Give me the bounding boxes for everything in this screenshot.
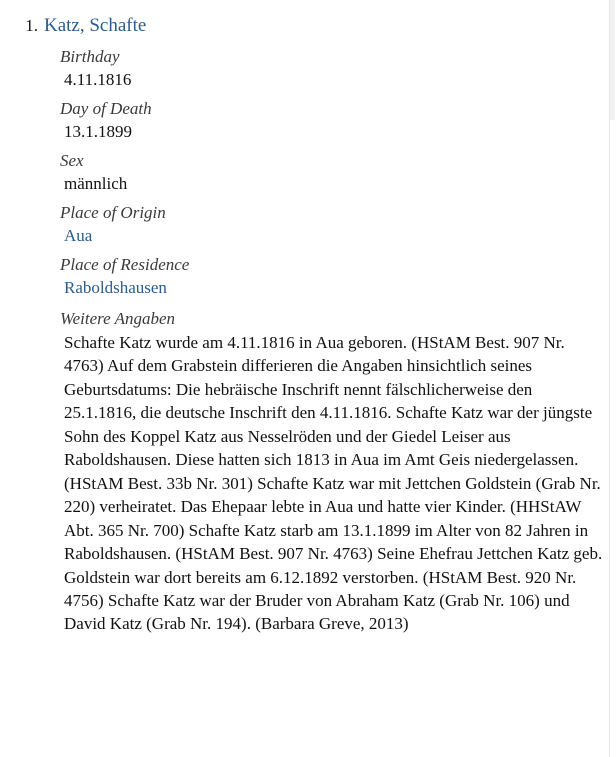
list-item-number: 1. <box>25 16 38 35</box>
field-value: 13.1.1899 <box>64 121 132 141</box>
field-value: männlich <box>64 173 128 193</box>
field-label: Birthday <box>60 46 120 66</box>
field-birthday <box>44 46 608 92</box>
record-body <box>44 14 608 636</box>
field-weitere-angaben <box>44 308 608 636</box>
person-record <box>8 14 608 636</box>
field-place-of-origin <box>44 202 608 248</box>
field-label: Sex <box>60 150 84 170</box>
place-of-origin-link[interactable]: Aua <box>64 225 93 245</box>
field-label: Place of Origin <box>60 202 166 222</box>
field-label: Day of Death <box>60 98 152 118</box>
place-of-residence-link[interactable]: Raboldshausen <box>64 277 167 297</box>
person-name-link[interactable]: Katz, Schafte <box>44 15 147 36</box>
scrollbar-thumb[interactable] <box>610 0 615 120</box>
field-place-of-residence <box>44 254 608 300</box>
field-sex <box>44 150 608 196</box>
scrollbar[interactable] <box>609 0 616 757</box>
field-label: Weitere Angaben <box>60 308 176 328</box>
field-day-of-death <box>44 98 608 144</box>
field-value: 4.11.1816 <box>64 69 132 89</box>
field-label: Place of Residence <box>60 254 190 274</box>
field-value-notes: Schafte Katz wurde am 4.11.1816 in Aua geboren. (HStAM Best. 907 Nr. 4763) Auf dem Grabstein differieren die Angaben hinsichtlich seines Geburtsdatums: Die hebräische Inschrift nennt fälschlicherweise den 25.1.1816, die deutsche Inschrift den 4.11.1816. Schafte Katz war der jüngste Sohn des Koppel Katz aus Nesselröden und der Giedel Leiser aus Raboldshausen. Diese hatten sich 1813 in Aua im Amt Geis niedergelassen. (HStAM Best. 33b Nr. 301) Schafte Katz war mit Jettchen Goldstein (Grab Nr. 220) verheiratet. Das Ehepaar lebte in Aua und hatte vier Kinder. (HHStAW Abt. 365 Nr. 700) Schafte Katz starb am 13.1.1899 im Alter von 82 Jahren in Raboldshausen. (HStAM Best. 907 Nr. 4763) Seine Ehefrau Jettchen Katz geb. Goldstein war dort bereits am 6.12.1892 verstorben. (HStAM Best. 920 Nr. 4756) Schafte Katz war der Bruder von Abraham Katz (Grab Nr. 106) und David Katz (Grab Nr. 194). (Barbara Greve, 2013) <box>64 333 603 634</box>
